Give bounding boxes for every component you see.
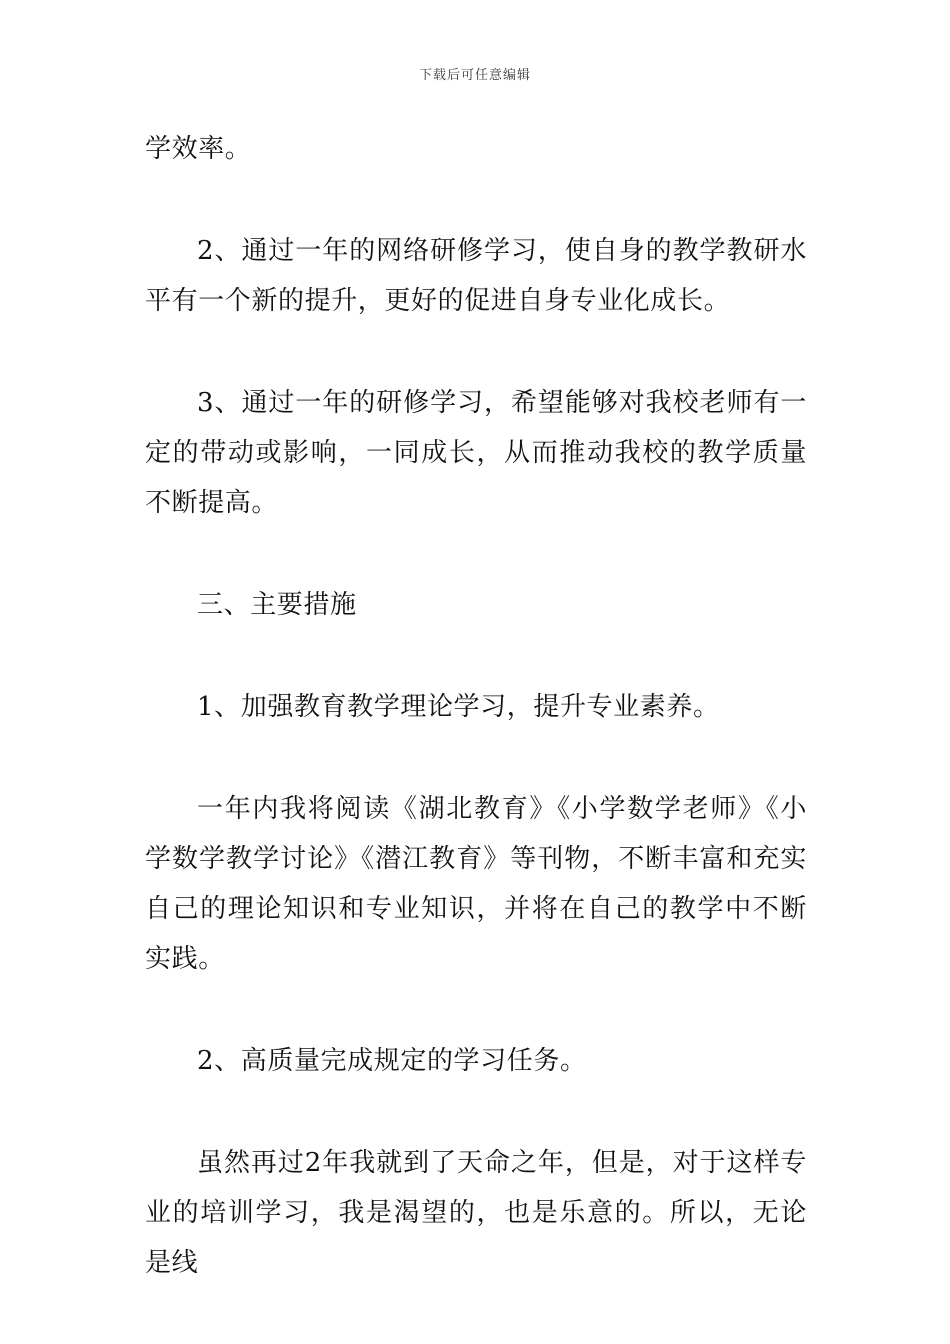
paragraph-measure-2-body: 虽然再过2年我就到了天命之年，但是，对于这样专业的培训学习，我是渴望的，也是乐意的。所以，无论是线 <box>145 1148 807 1278</box>
page-header-note: 下载后可任意编辑 <box>418 68 531 83</box>
paragraph-goal-3: 3、通过一年的研修学习，希望能够对我校老师有一定的带动或影响，一同成长，从而推动我校的教学质量不断提高。 <box>145 388 807 518</box>
section-heading-measures: 三、主要措施 <box>197 590 357 620</box>
paragraph-goal-2: 2、通过一年的网络研修学习，使自身的教学教研水平有一个新的提升，更好的促进自身专业化成长。 <box>145 236 807 316</box>
paragraph-measure-2-title: 2、高质量完成规定的学习任务。 <box>197 1046 587 1076</box>
document-body <box>145 124 807 1340</box>
paragraph-continuation: 学效率。 <box>145 134 252 164</box>
paragraph-measure-1-title: 1、加强教育教学理论学习，提升专业素养。 <box>197 692 720 722</box>
paragraph-measure-1-body: 一年内我将阅读《湖北教育》《小学数学老师》《小学数学教学讨论》《潜江教育》等刊物，不断丰富和充实自己的理论知识和专业知识，并将在自己的教学中不断实践。 <box>145 794 807 974</box>
